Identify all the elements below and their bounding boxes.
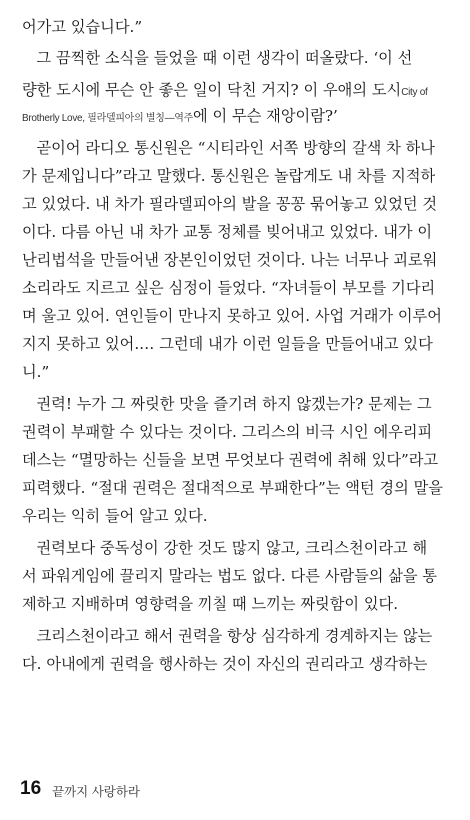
text-line	[22, 48, 448, 68]
text-line	[22, 80, 448, 103]
line-text: 그 끔찍한 소식을 들었을 때 이런 생각이 떠올랐다. ‘이 선	[22, 49, 413, 67]
text-line	[22, 278, 448, 298]
line-text: 며 울고 있어. 연인들이 만나지 못하고 있어. 사업 거래가 이루어	[22, 307, 442, 325]
text-line	[22, 17, 448, 37]
text-line	[22, 250, 448, 270]
line-text: 어가고 있습니다.”	[22, 18, 143, 36]
line-text: 권력보다 중독성이 강한 것도 많지 않고, 크리스천이라고 해	[22, 539, 428, 557]
text-line	[22, 506, 448, 526]
line-text: 서 파워게임에 끌리지 말라는 법도 없다. 다른 사람들의 삶을 통	[22, 567, 438, 585]
text-line	[22, 394, 448, 414]
text-line	[22, 138, 448, 158]
text-line	[22, 538, 448, 558]
text-line	[22, 450, 448, 470]
line-text: 데스는 “멸망하는 신들을 보면 무엇보다 권력에 취해 있다”라고	[22, 451, 439, 469]
running-footer-title: 끝까지 사랑하라	[52, 785, 140, 799]
line-text: 권력! 누가 그 짜릿한 맛을 즐기려 하지 않겠는가? 문제는 그	[22, 395, 432, 413]
text-line	[22, 334, 448, 354]
translator-note: Brotherly Love, 필라델피아의 별칭—역주	[22, 113, 194, 124]
line-text: 제하고 지배하며 영향력을 끼칠 때 느끼는 짜릿함이 있다.	[22, 595, 399, 613]
line-text: 곧이어 라디오 통신원은 “시티라인 서쪽 방향의 갈색 차 하나	[22, 139, 435, 157]
line-text: 니.”	[22, 363, 50, 381]
line-text: 가 문제입니다”라고 말했다. 통신원은 놀랍게도 내 차를 지적하	[22, 167, 436, 185]
text-line	[22, 478, 448, 498]
text-line	[22, 594, 448, 614]
text-line	[22, 626, 448, 646]
line-text: 우리는 익히 들어 알고 있다.	[22, 507, 208, 525]
text-line	[22, 566, 448, 586]
text-line	[22, 362, 448, 382]
line-text: 지지 못하고 있어.… 그런데 내가 이런 일들을 만들어내고 있다	[22, 335, 433, 353]
line-text: 량한 도시에 무슨 안 좋은 일이 닥친 거지? 이 우애의 도시	[22, 81, 402, 99]
text-line	[22, 222, 448, 242]
text-line	[22, 654, 448, 674]
line-text: 이다. 다름 아닌 내 차가 교통 정체를 빚어내고 있었다. 내가 이	[22, 223, 433, 241]
line-text: 피력했다. “절대 권력은 절대적으로 부패한다”는 액턴 경의 말을	[22, 479, 443, 497]
line-text: 다. 아내에게 권력을 행사하는 것이 자신의 권리라고 생각하는	[22, 655, 428, 673]
line-text: 권력이 부패할 수 있다는 것이다. 그리스의 비극 시인 에우리피	[22, 423, 433, 441]
line-text: 에 이 무슨 재앙이람?’	[193, 107, 338, 125]
text-line	[22, 194, 448, 214]
page-number: 16	[20, 778, 42, 799]
line-text: 소리라도 지르고 싶은 심정이 들었다. “자녀들이 부모를 기다리	[22, 279, 436, 297]
text-line	[22, 306, 448, 326]
text-line	[22, 106, 448, 129]
line-text: 고 있었다. 내 차가 필라델피아의 발을 꽁꽁 묶어놓고 있었던 것	[22, 195, 438, 213]
translator-note: City of	[401, 87, 428, 98]
line-text: 난리법석을 만들어낸 장본인이었던 것이다. 나는 너무나 괴로워	[22, 251, 438, 269]
line-text: 크리스천이라고 해서 권력을 항상 심각하게 경계하지는 않는	[22, 627, 433, 645]
text-line	[22, 422, 448, 442]
text-line	[22, 166, 448, 186]
